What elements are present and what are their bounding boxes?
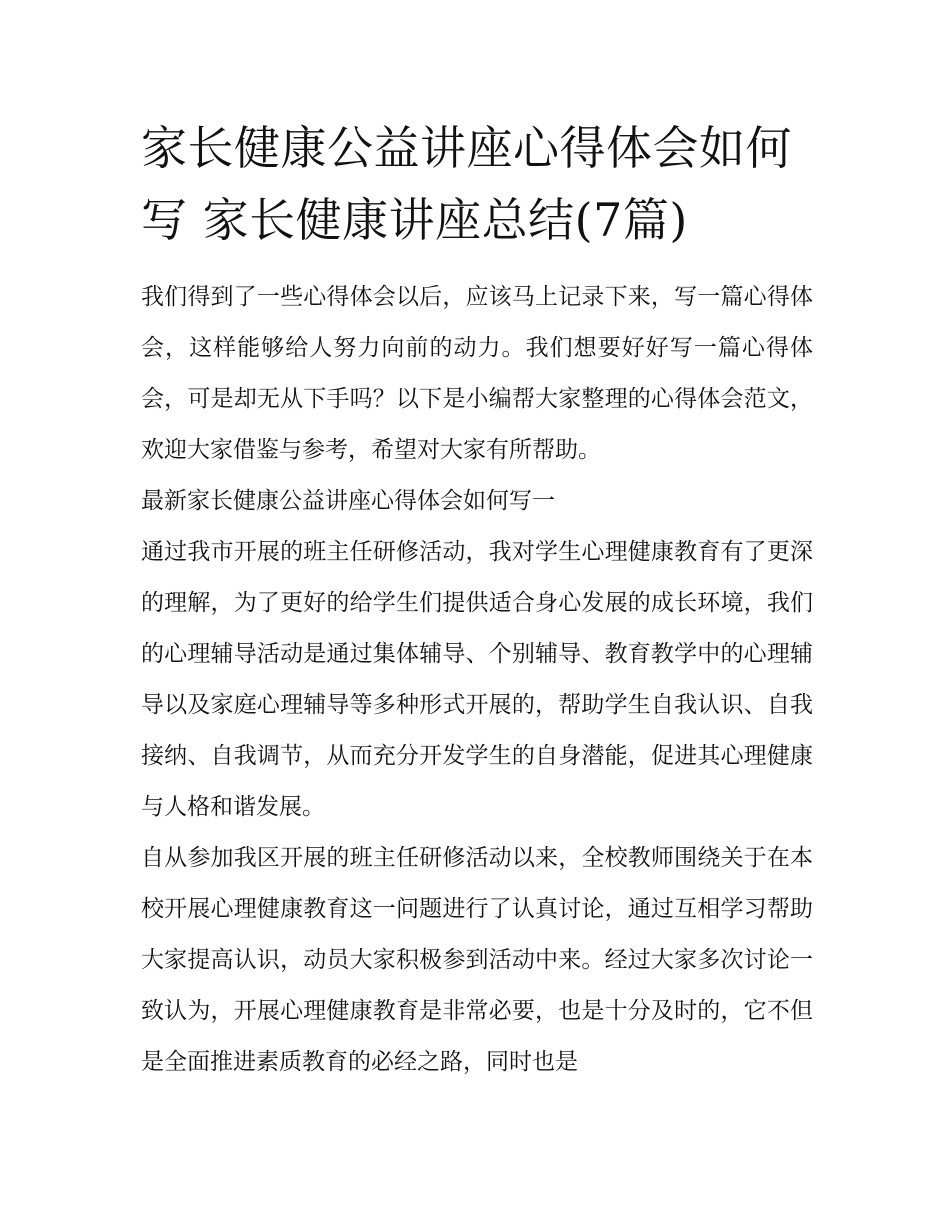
body-paragraph: 通过我市开展的班主任研修活动，我对学生心理健康教育有了更深的理解，为了更好的给学生们提供适合身心发展的成长环境，我们的心理辅导活动是通过集体辅导、个别辅导、教育教学中的心理辅导以及家庭心理辅导等多种形式开展的，帮助学生自我认识、自我接纳、自我调节，从而充分开发学生的自身潜能，促进其心理健康与人格和谐发展。 xyxy=(141,539,813,820)
intro-paragraph: 我们得到了一些心得体会以后，应该马上记录下来，写一篇心得体会，这样能够给人努力向前的动力。我们想要好好写一篇心得体会，可是却无从下手吗？以下是小编帮大家整理的心得体会范文，欢迎大家借鉴与参考，希望对大家有所帮助。 xyxy=(141,284,813,463)
section-heading: 最新家长健康公益讲座心得体会如何写一 xyxy=(141,488,555,514)
document-page xyxy=(141,112,813,1088)
document-title: 家长健康公益讲座心得体会如何写 家长健康讲座总结(7篇) xyxy=(141,121,792,247)
body-paragraph: 自从参加我区开展的班主任研修活动以来，全校教师围绕关于在本校开展心理健康教育这一问题进行了认真讨论，通过互相学习帮助大家提高认识，动员大家积极参到活动中来。经过大家多次讨论一致认为，开展心理健康教育是非常必要，也是十分及时的，它不但是全面推进素质教育的必经之路，同时也是 xyxy=(141,845,813,1075)
